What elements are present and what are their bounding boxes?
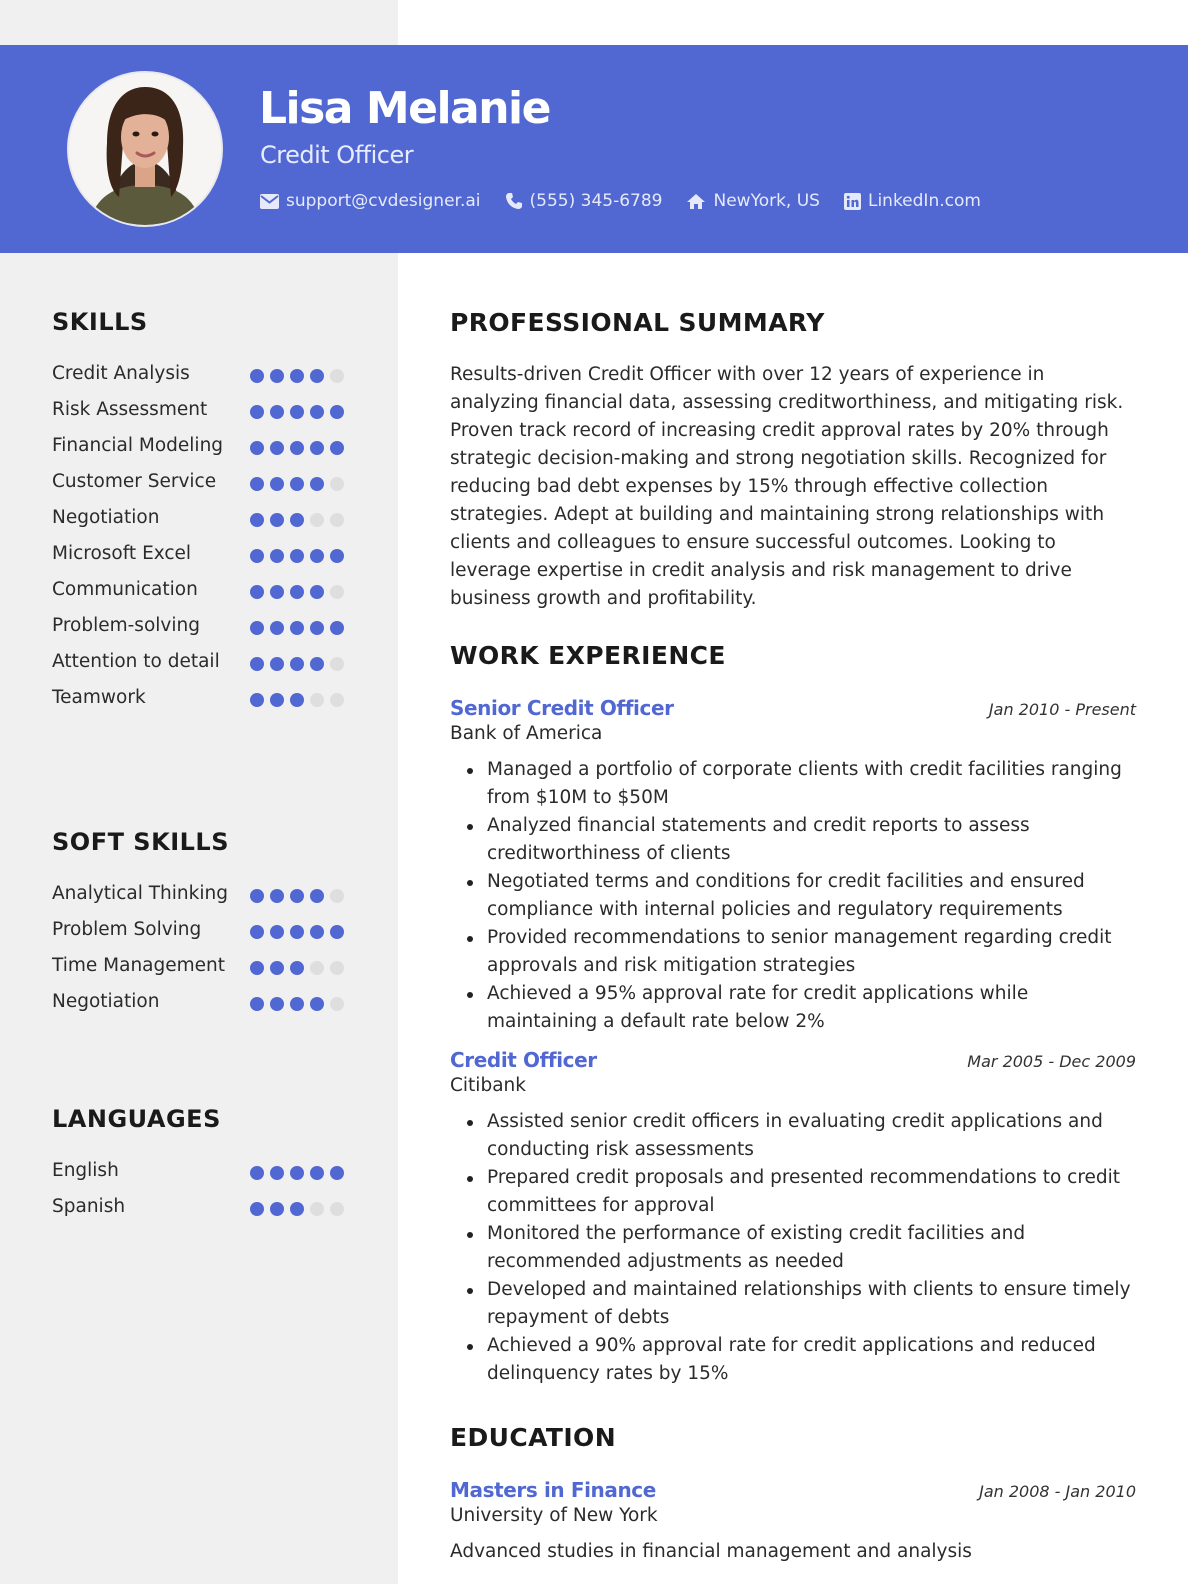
skill-name: Spanish xyxy=(52,1196,126,1217)
skill-name: Negotiation xyxy=(52,507,160,528)
rating-dot-filled xyxy=(250,1202,264,1216)
rating-dot-filled xyxy=(310,925,324,939)
rating-dot-filled xyxy=(290,585,304,599)
skill-row xyxy=(52,540,344,568)
rating-dot-filled xyxy=(310,657,324,671)
skills-list xyxy=(52,360,344,712)
rating-dot-filled xyxy=(290,693,304,707)
contact-location xyxy=(686,191,819,211)
contact-location-text: NewYork, US xyxy=(713,191,820,211)
job-bullet: Prepared credit proposals and presented recommendations to credit committees for approval xyxy=(450,1164,1136,1220)
resume-header xyxy=(0,45,1188,253)
skill-row xyxy=(52,612,344,640)
contact-email[interactable] xyxy=(260,191,481,211)
job-bullet: Developed and maintained relationships with clients to ensure timely repayment of debts xyxy=(450,1276,1136,1332)
rating-dot-filled xyxy=(290,1202,304,1216)
rating-dot-filled xyxy=(330,549,344,563)
job-title: Credit Officer xyxy=(450,1048,597,1072)
job-bullet: Provided recommendations to senior management regarding credit approvals and risk mitigation strategies xyxy=(450,924,1136,980)
rating-dot-empty xyxy=(330,585,344,599)
skill-row xyxy=(52,576,344,604)
rating-dot-filled xyxy=(290,621,304,635)
education-section xyxy=(450,1423,1136,1566)
rating-dot-filled xyxy=(270,657,284,671)
soft-skills-heading: SOFT SKILLS xyxy=(52,828,229,856)
rating-dot-filled xyxy=(250,997,264,1011)
rating-dot-empty xyxy=(310,1202,324,1216)
skill-rating xyxy=(244,432,344,455)
rating-dot-filled xyxy=(270,441,284,455)
rating-dot-filled xyxy=(330,441,344,455)
languages-section xyxy=(52,1105,344,1229)
education-description: Advanced studies in financial management and analysis xyxy=(450,1541,972,1562)
skill-name: Financial Modeling xyxy=(52,435,224,456)
skill-rating xyxy=(244,612,344,635)
rating-dot-filled xyxy=(290,441,304,455)
rating-dot-filled xyxy=(250,513,264,527)
rating-dot-filled xyxy=(330,1166,344,1180)
job-entry xyxy=(450,696,1136,1036)
rating-dot-filled xyxy=(250,369,264,383)
rating-dot-filled xyxy=(270,961,284,975)
skill-row xyxy=(52,988,344,1016)
rating-dot-empty xyxy=(310,961,324,975)
rating-dot-filled xyxy=(250,549,264,563)
rating-dot-filled xyxy=(290,925,304,939)
candidate-title: Credit Officer xyxy=(260,141,414,169)
summary-text: Results-driven Credit Officer with over 12 years of experience in analyzing financial data, assessing creditworthiness, and mitigating risk. Proven track record of increasing credit approval rates by 20% through strategic decision-making and strong negotiation skills. Recognized for reducing bad debt expenses by 15% through effective collection strategies. Adept at building and maintaining strong relationships with clients and colleagues to ensure successful outcomes. Looking to leverage expertise in credit analysis and risk management to drive business growth and profitability. xyxy=(450,364,1124,609)
skill-row xyxy=(52,648,344,676)
school-name: University of New York xyxy=(450,1505,658,1526)
rating-dot-filled xyxy=(270,889,284,903)
skill-name: Customer Service xyxy=(52,471,217,492)
rating-dot-filled xyxy=(310,441,324,455)
skill-name: Communication xyxy=(52,579,198,600)
rating-dot-empty xyxy=(330,961,344,975)
skill-name: Microsoft Excel xyxy=(52,543,192,564)
job-bullet: Monitored the performance of existing credit facilities and recommended adjustments as needed xyxy=(450,1220,1136,1276)
rating-dot-filled xyxy=(250,925,264,939)
skill-rating xyxy=(244,504,344,527)
soft-skills-list xyxy=(52,880,344,1016)
rating-dot-filled xyxy=(270,369,284,383)
rating-dot-filled xyxy=(290,405,304,419)
rating-dot-filled xyxy=(270,997,284,1011)
job-bullet: Managed a portfolio of corporate clients with credit facilities ranging from $10M to $50M xyxy=(450,756,1136,812)
rating-dot-filled xyxy=(310,997,324,1011)
rating-dot-filled xyxy=(310,369,324,383)
rating-dot-empty xyxy=(330,657,344,671)
rating-dot-filled xyxy=(310,585,324,599)
rating-dot-empty xyxy=(330,997,344,1011)
job-dates: Mar 2005 - Dec 2009 xyxy=(967,1052,1136,1071)
job-company: Citibank xyxy=(450,1075,526,1096)
skill-row xyxy=(52,1193,344,1221)
rating-dot-filled xyxy=(330,925,344,939)
soft-skills-section xyxy=(52,828,344,1024)
skill-name: Time Management xyxy=(52,955,226,976)
rating-dot-filled xyxy=(250,1166,264,1180)
job-bullet: Assisted senior credit officers in evaluating credit applications and conducting risk assessments xyxy=(450,1108,1136,1164)
skill-row xyxy=(52,952,344,980)
languages-heading: LANGUAGES xyxy=(52,1105,221,1133)
rating-dot-filled xyxy=(270,1202,284,1216)
rating-dot-filled xyxy=(310,405,324,419)
job-bullets xyxy=(450,1108,1136,1388)
skill-name: Analytical Thinking xyxy=(52,883,228,904)
rating-dot-filled xyxy=(250,621,264,635)
job-bullet: Achieved a 95% approval rate for credit applications while maintaining a default rate below 2% xyxy=(450,980,1136,1036)
skill-row xyxy=(52,360,344,388)
rating-dot-filled xyxy=(310,477,324,491)
skill-name: Risk Assessment xyxy=(52,399,208,420)
rating-dot-filled xyxy=(310,621,324,635)
skill-row xyxy=(52,916,344,944)
experience-heading: WORK EXPERIENCE xyxy=(450,641,726,670)
rating-dot-filled xyxy=(290,513,304,527)
job-bullets xyxy=(450,756,1136,1036)
skill-name: English xyxy=(52,1160,119,1181)
job-dates: Jan 2010 - Present xyxy=(988,700,1136,719)
rating-dot-filled xyxy=(290,961,304,975)
candidate-name: Lisa Melanie xyxy=(259,83,550,134)
rating-dot-empty xyxy=(310,693,324,707)
contact-linkedin[interactable] xyxy=(844,191,981,211)
rating-dot-empty xyxy=(330,1202,344,1216)
rating-dot-empty xyxy=(330,693,344,707)
rating-dot-filled xyxy=(310,889,324,903)
skills-heading: SKILLS xyxy=(52,308,148,336)
rating-dot-filled xyxy=(250,657,264,671)
rating-dot-filled xyxy=(310,549,324,563)
skill-name: Problem Solving xyxy=(52,919,202,940)
rating-dot-empty xyxy=(330,369,344,383)
rating-dot-empty xyxy=(330,889,344,903)
skill-rating xyxy=(244,396,344,419)
skill-rating xyxy=(244,1193,344,1216)
rating-dot-filled xyxy=(270,693,284,707)
skill-row xyxy=(52,468,344,496)
job-bullet: Analyzed financial statements and credit reports to assess creditworthiness of clients xyxy=(450,812,1136,868)
skill-name: Teamwork xyxy=(52,687,146,708)
skill-rating xyxy=(244,648,344,671)
education-heading: EDUCATION xyxy=(450,1423,617,1452)
rating-dot-filled xyxy=(310,1166,324,1180)
contact-phone-text: (555) 345-6789 xyxy=(529,191,663,211)
rating-dot-filled xyxy=(250,961,264,975)
contact-email-text: support@cvdesigner.ai xyxy=(286,191,481,211)
rating-dot-filled xyxy=(250,405,264,419)
rating-dot-filled xyxy=(290,997,304,1011)
skill-name: Problem-solving xyxy=(52,615,200,636)
skills-section xyxy=(52,308,344,720)
rating-dot-filled xyxy=(270,549,284,563)
rating-dot-filled xyxy=(330,405,344,419)
skill-rating xyxy=(244,684,344,707)
skill-rating xyxy=(244,360,344,383)
rating-dot-filled xyxy=(330,621,344,635)
skill-row xyxy=(52,1157,344,1185)
experience-section xyxy=(450,641,1136,1388)
rating-dot-filled xyxy=(290,369,304,383)
rating-dot-filled xyxy=(250,441,264,455)
skill-row xyxy=(52,504,344,532)
rating-dot-filled xyxy=(250,889,264,903)
summary-heading: PROFESSIONAL SUMMARY xyxy=(450,308,825,337)
rating-dot-filled xyxy=(250,477,264,491)
profile-photo xyxy=(67,71,223,227)
rating-dot-filled xyxy=(250,585,264,599)
rating-dot-filled xyxy=(290,477,304,491)
skill-name: Attention to detail xyxy=(52,651,220,672)
skill-row xyxy=(52,880,344,908)
contact-phone[interactable] xyxy=(505,191,663,211)
languages-list xyxy=(52,1157,344,1221)
summary-section xyxy=(450,308,1136,613)
job-entry xyxy=(450,1048,1136,1388)
rating-dot-filled xyxy=(270,585,284,599)
education-entry xyxy=(450,1478,1136,1566)
skill-rating xyxy=(244,988,344,1011)
home-icon xyxy=(686,193,706,210)
skill-row xyxy=(52,684,344,712)
skill-rating xyxy=(244,952,344,975)
phone-icon xyxy=(505,192,523,210)
rating-dot-filled xyxy=(290,657,304,671)
skill-rating xyxy=(244,540,344,563)
education-dates: Jan 2008 - Jan 2010 xyxy=(979,1482,1136,1501)
skill-rating xyxy=(244,880,344,903)
skill-rating xyxy=(244,468,344,491)
skill-name: Negotiation xyxy=(52,991,160,1012)
rating-dot-empty xyxy=(310,513,324,527)
rating-dot-empty xyxy=(330,513,344,527)
linkedin-icon xyxy=(844,193,861,210)
contact-linkedin-text: LinkedIn.com xyxy=(867,191,981,211)
rating-dot-filled xyxy=(290,889,304,903)
skill-row xyxy=(52,432,344,460)
skill-rating xyxy=(244,576,344,599)
job-bullet: Achieved a 90% approval rate for credit applications and reduced delinquency rates by 15% xyxy=(450,1332,1136,1388)
skill-name: Credit Analysis xyxy=(52,363,190,384)
rating-dot-filled xyxy=(290,1166,304,1180)
rating-dot-filled xyxy=(290,549,304,563)
contact-bar xyxy=(260,191,1005,211)
rating-dot-filled xyxy=(270,621,284,635)
rating-dot-filled xyxy=(270,1166,284,1180)
skill-row xyxy=(52,396,344,424)
job-title: Senior Credit Officer xyxy=(450,696,674,720)
rating-dot-filled xyxy=(270,925,284,939)
degree-title: Masters in Finance xyxy=(450,1478,656,1502)
envelope-icon xyxy=(260,194,279,209)
skill-rating xyxy=(244,916,344,939)
rating-dot-filled xyxy=(270,477,284,491)
rating-dot-empty xyxy=(330,477,344,491)
rating-dot-filled xyxy=(250,693,264,707)
rating-dot-filled xyxy=(270,405,284,419)
rating-dot-filled xyxy=(270,513,284,527)
job-company: Bank of America xyxy=(450,723,603,744)
skill-rating xyxy=(244,1157,344,1180)
job-bullet: Negotiated terms and conditions for credit facilities and ensured compliance with internal policies and regulatory requirements xyxy=(450,868,1136,924)
